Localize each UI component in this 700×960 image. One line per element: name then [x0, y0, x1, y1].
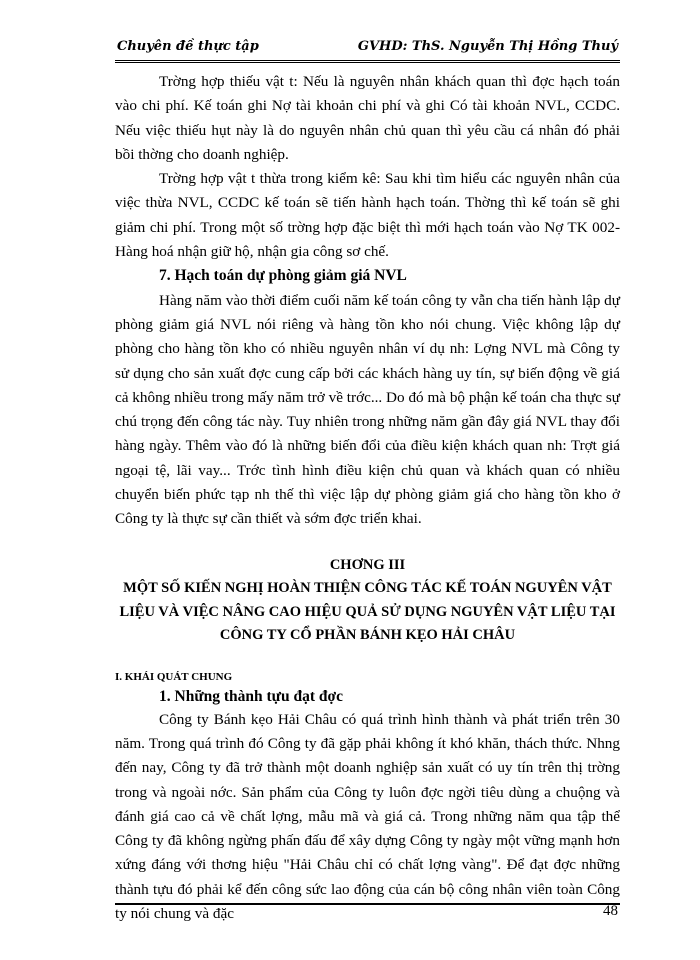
paragraph-provision: Hàng năm vào thời điểm cuối năm kế toán công ty vẫn cha tiến hành lập dự phòng giảm giá NVL nói riêng và hàng tồn kho nói chung. Việc không lập dự phòng cho hàng tồn kho có nhiều nguyên nhân ví dụ nh: Lợng NVL mà Công ty sử dụng cho sản xuất đợc cung cấp bởi các khách hàng uy tín, sự biến động về giá cả không nhiều trong mấy năm trở về trớc... Do đó mà bộ phận kế toán cha thực sự chú trọng đến công tác này. Tuy nhiên trong những năm gần đây giá NVL thay đổi hàng ngày. Thêm vào đó là những biến đổi của điều kiện khách quan nh: Trợt giá ngoại tệ, lãi vay... Trớc tình hình điều kiện chủ quan và khách quan có nhiều chuyển biến phức tạp nh thế thì việc lập dự phòng giảm giá cho hàng tồn kho ở Công ty là thực sự cần thiết và sớm đợc triển khai. [115, 291, 620, 528]
paragraph-achievements: Công ty Bánh kẹo Hải Châu có quá trình hình thành và phát triển trên 30 năm. Trong quá trình đó Công ty đã gặp phải không ít khó khăn, thách thức. Nhng đến nay, Công ty đã trở thành một doanh nghiệp sản xuất có uy tín trên thị trờng trong và ngoài nớc. Sản phẩm của Công ty luôn đợc ngời tiêu dùng a chuộng và đánh giá cao cả về chất lợng, mẫu mã và giá cả. Trong những năm qua tập thể Công ty đã không ngừng phấn đấu để xây dựng Công ty ngày một vững mạnh hơn xứng đáng với thơng hiệu "Hải Châu chỉ có chất lợng vàng". Để đạt đợc những thành tựu đó phải kể đến công sức lao động của cán bộ công nhân viên toàn Công ty nói chung và đặc [115, 710, 620, 923]
chapter-heading [115, 554, 620, 648]
document-body [115, 70, 620, 926]
header-supervisor: GVHD: ThS. Nguyễn Thị Hồng Thuý [357, 39, 618, 54]
page-header [115, 34, 620, 63]
section-heading-i: I. KHÁI QUÁT CHUNG [115, 670, 233, 683]
subsection-heading-1: 1. Những thành tựu đạt đợc [159, 687, 343, 705]
chapter-label: CHƠNG III [329, 556, 406, 573]
footer-divider [115, 903, 620, 905]
header-course-title: Chuyên đề thực tập [117, 39, 259, 54]
section-heading-7: 7. Hạch toán dự phòng giảm giá NVL [159, 267, 407, 285]
page-number: 48 [603, 903, 618, 919]
paragraph-surplus-materials: Trờng hợp vật t thừa trong kiểm kê: Sau khi tìm hiểu các nguyên nhân của việc thừa NVL, CCDC kế toán sẽ tiến hành hạch toán. Thờng thì kế toán sẽ ghi giảm chi phí. Trong một số trờng hợp đặc biệt thì mới hạch toán vào Nợ TK 002- Hàng hoá nhận giữ hộ, nhận gia công sơ chế. [115, 170, 620, 261]
paragraph-missing-materials: Trờng hợp thiếu vật t: Nếu là nguyên nhân khách quan thì đợc hạch toán vào chi phí. Kế toán ghi Nợ tài khoản chi phí và ghi Có tài khoản NVL, CCDC. Nếu việc thiếu hụt này là do nguyên nhân chủ quan thì yêu cầu cá nhân đó phải bồi thờng cho doanh nghiệp. [115, 73, 620, 163]
chapter-title: MỘT SỐ KIẾN NGHỊ HOÀN THIỆN CÔNG TÁC KẾ TOÁN NGUYÊN VẬT LIỆU VÀ VIỆC NÂNG CAO HIỆU QUẢ SỬ DỤNG NGUYÊN VẬT LIỆU TẠI CÔNG TY CỔ PHẦN BÁNH KẸO HẢI CHÂU [119, 580, 616, 644]
